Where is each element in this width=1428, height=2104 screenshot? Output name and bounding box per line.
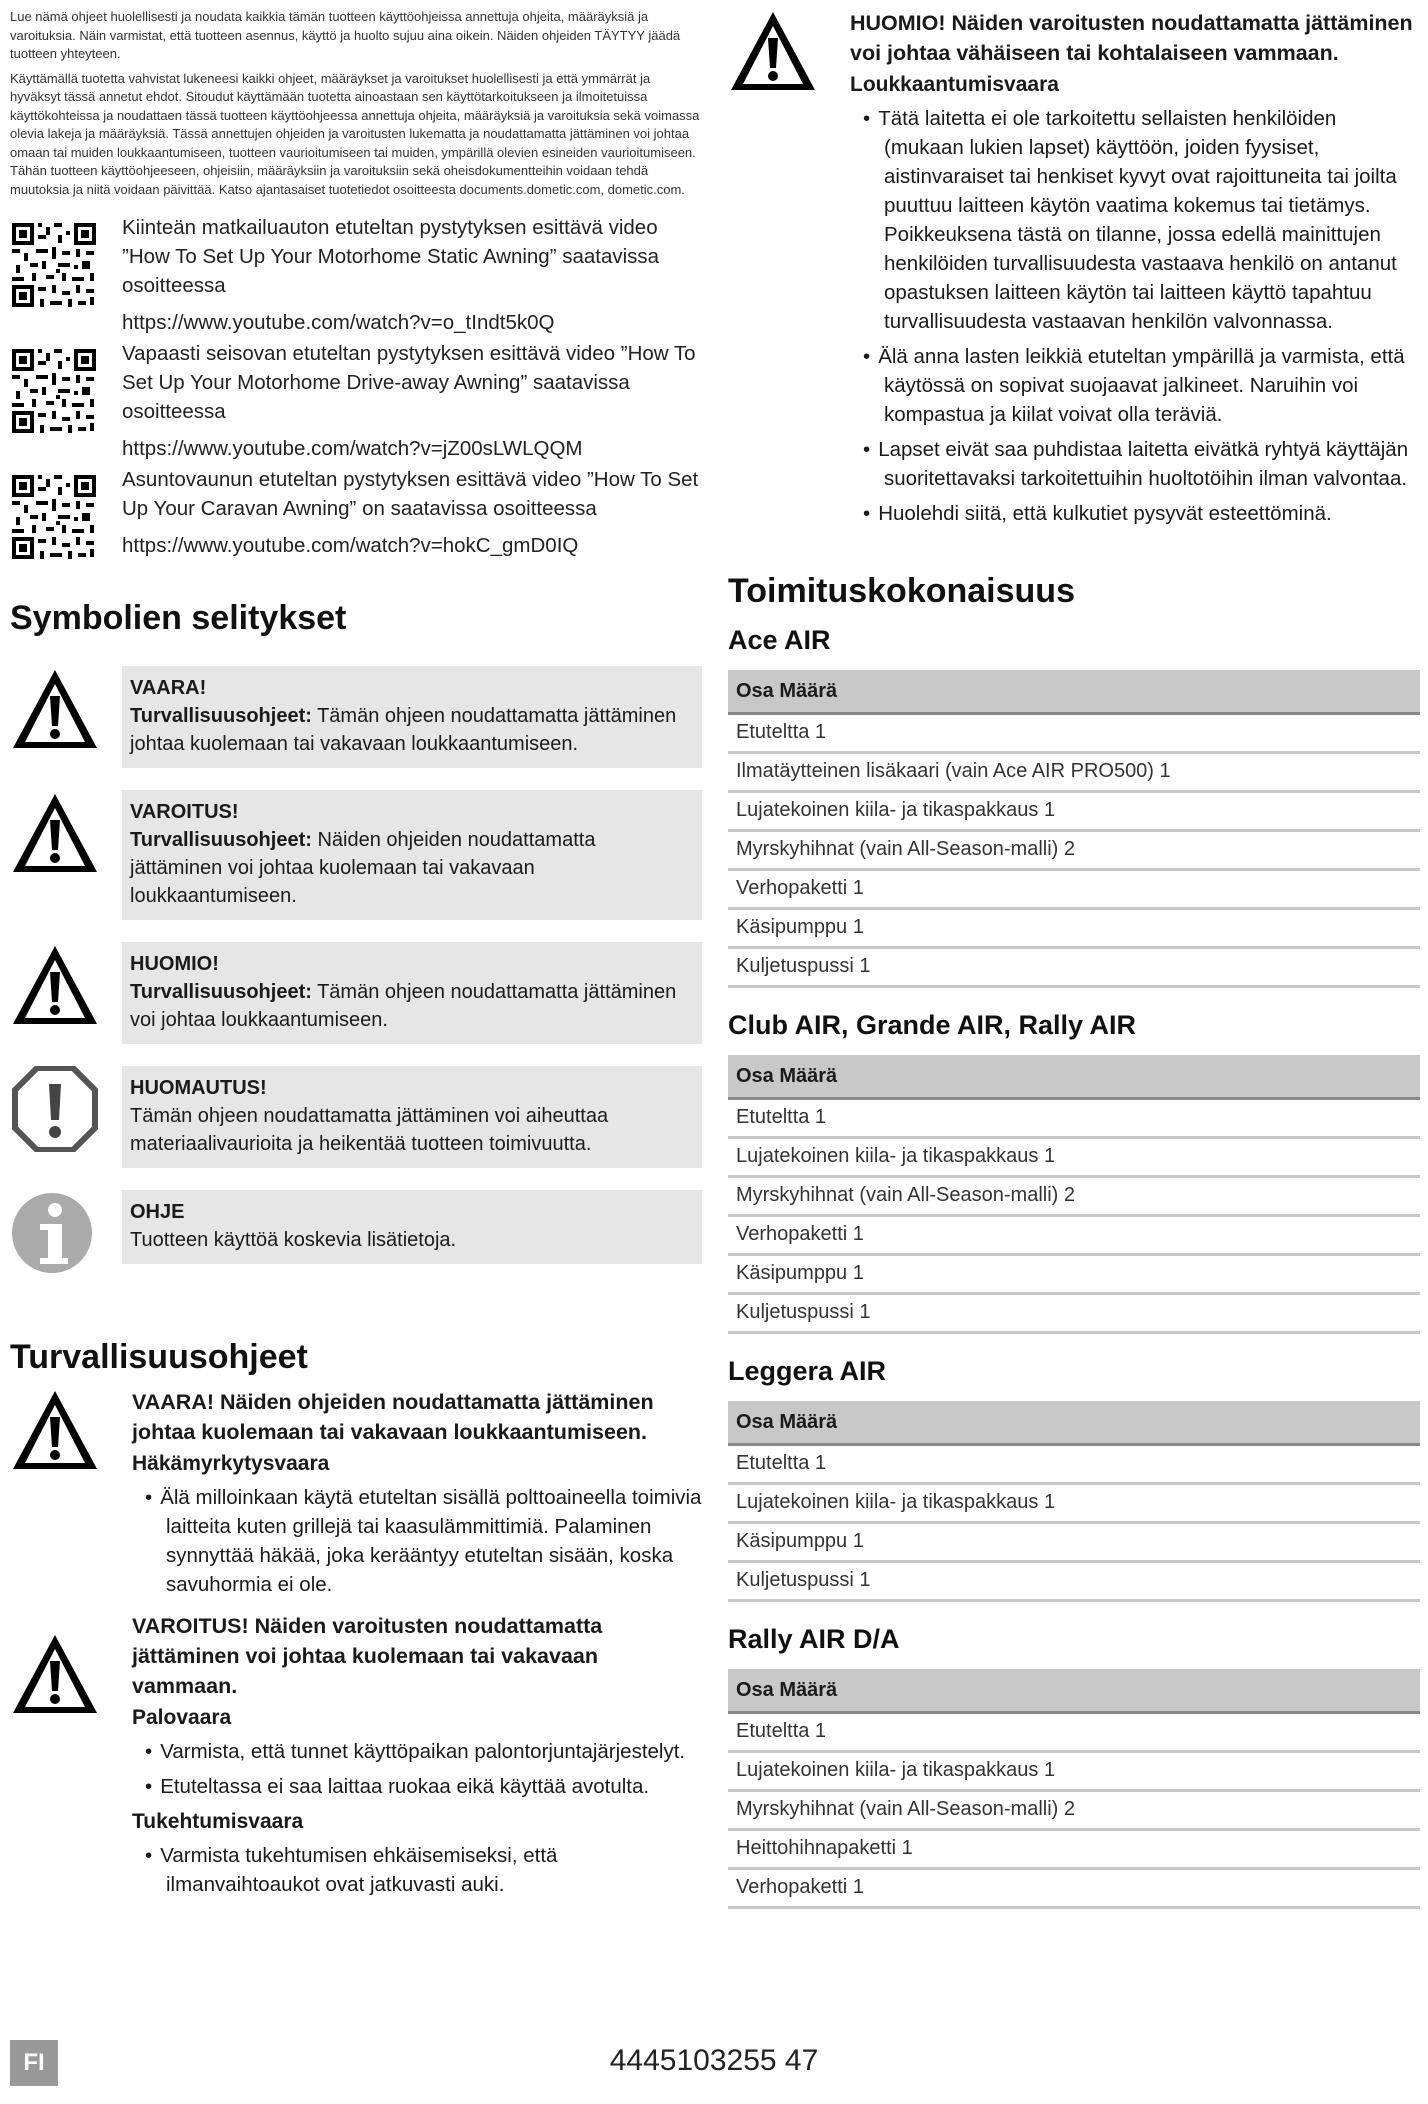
list-item: • Varmista, että tunnet käyttöpaikan palontorjuntajärjestelyt.	[132, 1737, 702, 1766]
table-row: Heittohihnapaketti 1	[728, 1830, 1420, 1869]
safety-heading: Turvallisuusohjeet	[10, 1338, 308, 1376]
danger-headline: VAARA! Näiden ohjeiden noudattamatta jättäminen johtaa kuolemaan tai vakavaan loukkaantumiseen.	[132, 1390, 654, 1444]
table-row: Käsipumppu 1	[728, 1523, 1420, 1562]
table-row: Ilmatäytteinen lisäkaari (vain Ace AIR PRO500) 1	[728, 753, 1420, 792]
symbol-box	[122, 942, 702, 1044]
intro-paragraph: Lue nämä ohjeet huolellisesti ja noudata kaikkia tämän tuotteen käyttöohjeissa annettuja ohjeita, määräyksiä ja varoituksia. Näin varmistat, että tuotteen asennus, käyttö ja huolto sujuu aina oikein. Näiden ohjeiden TÄYTYY jäädä tuotteen yhteyteen.	[10, 9, 681, 61]
warning-triangle-icon	[10, 1631, 100, 1717]
symbol-item	[10, 666, 702, 768]
table-row: Etuteltta 1	[728, 714, 1420, 753]
symbol-box	[122, 790, 702, 920]
symbol-box	[122, 666, 702, 768]
list-item: • Huolehdi siitä, että kulkutiet pysyvät esteettöminä.	[850, 499, 1420, 528]
table-row: Lujatekoinen kiila- ja tikaspakkaus 1	[728, 1484, 1420, 1523]
warning-subheading: Palovaara	[132, 1706, 232, 1729]
symbol-item	[10, 1190, 702, 1276]
right-column	[728, 8, 1420, 1909]
group-heading: Leggera AIR	[728, 1356, 887, 1386]
video-description: Vapaasti seisovan etuteltan pystytyksen esittävä video ”How To Set Up Your Motorhome Drive-away Awning” saatavissa osoitteessa	[122, 342, 696, 423]
group-heading: Ace AIR	[728, 625, 831, 655]
video-description: Asuntovaunun etuteltan pystytyksen esittävä video ”How To Set Up Your Caravan Awning” on saatavissa osoitteessa	[122, 468, 699, 520]
warning-headline: VAROITUS! Näiden varoitusten noudattamatta jättäminen voi johtaa kuolemaan tai vakavaan vammaan.	[132, 1614, 603, 1698]
symbol-label: Turvallisuusohjeet:	[130, 981, 312, 1003]
warning-block	[10, 1611, 702, 1905]
group-heading: Club AIR, Grande AIR, Rally AIR	[728, 1010, 1137, 1040]
table-header: Osa Määrä	[728, 1669, 1420, 1713]
qr-code-icon	[10, 221, 98, 309]
symbol-label: Turvallisuusohjeet:	[130, 705, 312, 727]
table-row: Lujatekoinen kiila- ja tikaspakkaus 1	[728, 1138, 1420, 1177]
list-item: • Tätä laitetta ei ole tarkoitettu sellaisten henkilöiden (mukaan lukien lapset) käyttöön, joiden fyysiset, aistinvaraiset tai henkiset kyvyt ovat rajoittuneita tai joilta puuttuu laitteen käytön vaatima kokemus tai tietämys. Poikkeuksena tästä on tilanne, jossa edellä mainittujen henkilöiden turvallisuudesta vastaava henkilö on antanut opastuksen laitteen käytön tai laitteen käyttö tapahtuu turvallisuudesta vastaavan henkilön valvonnassa.	[850, 104, 1420, 336]
list-item: • Varmista tukehtumisen ehkäisemiseksi, että ilmanvaihtoaukot ovat jatkuvasti auki.	[132, 1841, 702, 1899]
list-item: • Etuteltassa ei saa laittaa ruokaa eikä käyttää avotulta.	[132, 1772, 702, 1801]
table-row: Verhopaketti 1	[728, 1869, 1420, 1908]
table-header: Osa Määrä	[728, 670, 1420, 714]
symbol-item	[10, 790, 702, 920]
danger-subheading: Häkämyrkytysvaara	[132, 1452, 330, 1475]
video-url[interactable]: https://www.youtube.com/watch?v=jZ00sLWLQQM	[122, 437, 583, 460]
parts-table	[728, 1055, 1420, 1334]
table-header: Osa Määrä	[728, 1401, 1420, 1445]
video-description: Kiinteän matkailuauton etuteltan pystytyksen esittävä video ”How To Set Up Your Motorhome Static Awning” saatavissa osoitteessa	[122, 216, 660, 297]
video-url[interactable]: https://www.youtube.com/watch?v=hokC_gmD0IQ	[122, 534, 579, 557]
table-row: Kuljetuspussi 1	[728, 1562, 1420, 1601]
intro-paragraph: Käyttämällä tuotetta vahvistat lukeneesi kaikki ohjeet, määräykset ja varoitukset huolellisesti ja että ymmärrät ja hyväksyt tässä annetut ehdot. Sitoudut käyttämään tuotetta ainoastaan sen käyttötarkoitukseen ja ilmoitetuissa käyttökohteissa ja noudattaen tässä tuotteen käyttöohjeessa annettuja ohjeita, määräyksiä ja varoituksia sekä voimassa olevia lakeja ja määräyksiä. Tässä annettujen ohjeiden ja varoitusten lukematta ja noudattamatta jättäminen voi johtaa omaan tai muiden loukkaantumiseen, tuotteen vaurioitumiseen tai muiden, ympärillä olevien esineiden vaurioitumiseen. Tähän tuotteen käyttöohjeeseen, ohjeisiin, määräyksiin ja varoituksiin sekä oheisdokumentteihin voidaan tehdä muutoksia ja niitä voidaan päivittää. Katso ajantasaiset tuotetiedot osoitteesta documents.dometic.com, dometic.com.	[10, 70, 700, 197]
warning-triangle-icon	[10, 942, 100, 1028]
table-row: Myrskyhihnat (vain All-Season-malli) 2	[728, 831, 1420, 870]
qr-code-icon	[10, 473, 98, 561]
table-row: Lujatekoinen kiila- ja tikaspakkaus 1	[728, 792, 1420, 831]
language-badge: FI	[10, 2040, 58, 2086]
symbol-head: VAARA!	[130, 677, 207, 699]
symbol-head: HUOMAUTUS!	[130, 1077, 267, 1099]
parts-table	[728, 1669, 1420, 1909]
warning-triangle-icon	[728, 8, 818, 94]
video-link-row	[10, 213, 702, 337]
table-row: Myrskyhihnat (vain All-Season-malli) 2	[728, 1177, 1420, 1216]
table-row: Käsipumppu 1	[728, 909, 1420, 948]
symbol-text: Tuotteen käyttöä koskevia lisätietoja.	[130, 1229, 457, 1251]
warning-subheading: Tukehtumisvaara	[132, 1810, 304, 1833]
warning-triangle-icon	[10, 666, 100, 752]
symbol-text: Näiden ohjeiden noudattamatta jättäminen voi johtaa kuolemaan tai vakavaan loukkaantumiseen.	[130, 829, 596, 907]
group-heading: Rally AIR D/A	[728, 1624, 900, 1654]
symbol-box	[122, 1190, 702, 1264]
symbols-heading: Symbolien selitykset	[10, 599, 347, 637]
symbol-head: OHJE	[130, 1201, 185, 1223]
left-column	[10, 8, 702, 1905]
symbol-box	[122, 1066, 702, 1168]
caution-headline: HUOMIO! Näiden varoitusten noudattamatta jättäminen voi johtaa vähäiseen tai kohtalaiseen vammaan.	[850, 11, 1413, 65]
table-row: Kuljetuspussi 1	[728, 1294, 1420, 1333]
caution-block	[728, 8, 1420, 534]
table-row: Etuteltta 1	[728, 1713, 1420, 1752]
danger-block	[10, 1387, 702, 1605]
caution-subheading: Loukkaantumisvaara	[850, 73, 1059, 96]
symbol-text: Tämän ohjeen noudattamatta jättäminen voi aiheuttaa materiaalivaurioita ja heikentää tuotteen toimivuutta.	[130, 1105, 609, 1155]
table-row: Verhopaketti 1	[728, 870, 1420, 909]
table-row: Etuteltta 1	[728, 1099, 1420, 1138]
table-row: Kuljetuspussi 1	[728, 948, 1420, 987]
info-icon	[10, 1190, 100, 1276]
table-row: Myrskyhihnat (vain All-Season-malli) 2	[728, 1791, 1420, 1830]
symbol-text: Tämän ohjeen noudattamatta jättäminen voi johtaa loukkaantumiseen.	[130, 981, 677, 1031]
delivery-heading: Toimituskokonaisuus	[728, 572, 1075, 610]
table-row: Verhopaketti 1	[728, 1216, 1420, 1255]
table-row: Lujatekoinen kiila- ja tikaspakkaus 1	[728, 1752, 1420, 1791]
warning-triangle-icon	[10, 790, 100, 876]
symbol-item	[10, 1066, 702, 1168]
symbol-item	[10, 942, 702, 1044]
list-item: • Lapset eivät saa puhdistaa laitetta eivätkä ryhtyä käyttäjän suoritettavaksi tarkoitettuihin huoltotöihin ilman valvontaa.	[850, 435, 1420, 493]
table-row: Käsipumppu 1	[728, 1255, 1420, 1294]
qr-code-icon	[10, 347, 98, 435]
list-item: • Älä anna lasten leikkiä etuteltan ympärillä ja varmista, että käytössä on sopivat suojaavat jalkineet. Naruihin voi kompastua ja kiilat voivat olla teräviä.	[850, 342, 1420, 429]
video-url[interactable]: https://www.youtube.com/watch?v=o_tIndt5k0Q	[122, 311, 555, 334]
page-number: 4445103255 47	[609, 2044, 819, 2077]
notice-octagon-icon	[10, 1066, 100, 1152]
parts-table	[728, 1401, 1420, 1602]
list-item: • Älä milloinkaan käytä etuteltan sisällä polttoaineella toimivia laitteita kuten grillejä tai kaasulämmittimiä. Palaminen synnyttää häkää, joka kerääntyy etuteltan sisään, koska savuhormia ei ole.	[132, 1483, 702, 1599]
symbol-label: Turvallisuusohjeet:	[130, 829, 312, 851]
parts-table	[728, 670, 1420, 988]
video-link-row	[10, 339, 702, 463]
symbol-text: Tämän ohjeen noudattamatta jättäminen johtaa kuolemaan tai vakavaan loukkaantumiseen.	[130, 705, 677, 755]
symbol-head: VAROITUS!	[130, 801, 239, 823]
video-link-row	[10, 465, 702, 561]
intro-text	[10, 8, 702, 199]
table-row: Etuteltta 1	[728, 1445, 1420, 1484]
symbol-head: HUOMIO!	[130, 953, 219, 975]
warning-triangle-icon	[10, 1387, 100, 1473]
table-header: Osa Määrä	[728, 1055, 1420, 1099]
